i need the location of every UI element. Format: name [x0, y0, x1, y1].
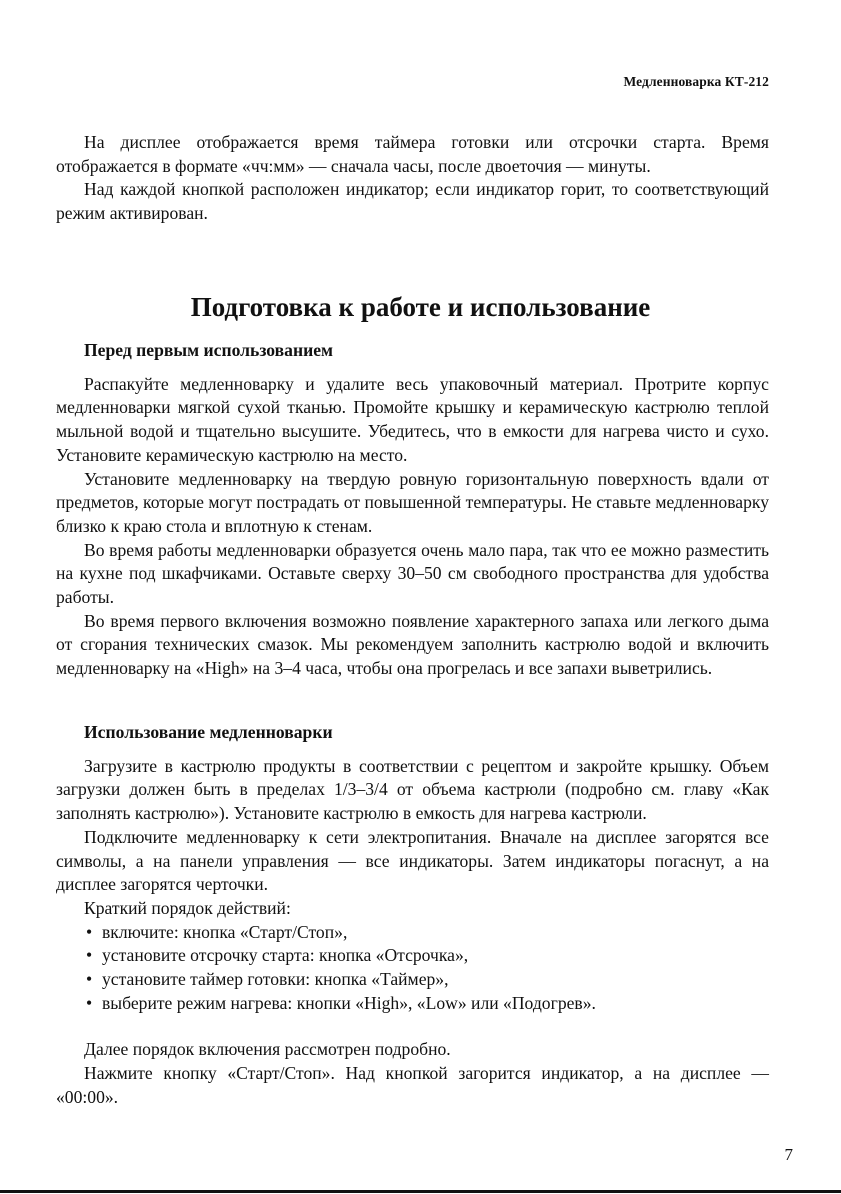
paragraph: Нажмите кнопку «Старт/Стоп». Над кнопкой загорится индикатор, а на дисплее — «00:00».	[56, 1063, 769, 1107]
list-item: • выберите режим нагрева: кнопки «High», «Low» или «Подогрев».	[84, 992, 769, 1016]
paragraph: Распакуйте медленноварку и удалите весь упаковочный материал. Протрите корпус медленноварки мягкой сухой тканью. Промойте крышку и керамическую кастрюлю теплой мыльной водой и тщательно высушите. Убедитесь, что в емкости для нагрева чисто и сухо. Установите керамическую кастрюлю на место.	[56, 373, 769, 465]
paragraph: На дисплее отображается время таймера готовки или отсрочки старта. Время отображается в формате «чч:мм» — сначала часы, после двоеточия — минуты.	[56, 132, 769, 176]
subsection-before-first-use	[56, 339, 769, 681]
paragraph: Далее порядок включения рассмотрен подробно.	[84, 1039, 451, 1060]
list-item: • включите: кнопка «Старт/Стоп»,	[84, 921, 769, 945]
section-title: Подготовка к работе и использование	[190, 292, 651, 322]
list-item: • установите отсрочку старта: кнопка «Отсрочка»,	[84, 944, 769, 968]
bullet-list	[56, 921, 769, 1016]
subsection-title: Использование медленноварки	[84, 722, 333, 742]
paragraph: Над каждой кнопкой расположен индикатор; если индикатор горит, то соответствующий режим активирован.	[56, 179, 769, 224]
paragraph: Установите медленноварку на твердую ровную горизонтальную поверхность вдали от предметов, которые могут пострадать от повышенной температуры. Не ставьте медленноварку близко к краю стола и вплотную к стенам.	[56, 468, 769, 536]
paragraph: Краткий порядок действий:	[84, 897, 291, 918]
paragraph: Во время первого включения возможно появление характерного запаха или легкого дыма от сгорания технических смазок. Мы рекомендуем заполнить кастрюлю водой и включить медленноварку на «High» на 3–4 часа, чтобы она прогрелась и все запахи выветрились.	[56, 610, 769, 679]
running-header: Медленноварка КТ-212	[623, 74, 769, 89]
page-number: 7	[784, 1145, 793, 1164]
intro-text	[56, 131, 769, 226]
paragraph: Загрузите в кастрюлю продукты в соответствии с рецептом и закройте крышку. Объем загрузки должен быть в пределах 1/3–3/4 от объема кастрюли (подробно см. главу «Как заполнять кастрюлю»). Установите кастрюлю в емкость для нагрева кастрюли.	[56, 755, 769, 824]
list-item: • установите таймер готовки: кнопка «Таймер»,	[84, 968, 769, 992]
subsection-usage	[56, 721, 769, 1110]
paragraph: Во время работы медленноварки образуется очень мало пара, так что ее можно разместить на кухне под шкафчиками. Оставьте сверху 30–50 см свободного пространства для удобства работы.	[56, 539, 769, 608]
bottom-border	[0, 1190, 841, 1193]
paragraph: Подключите медленноварку к сети электропитания. Вначале на дисплее загорятся все символы, а на панели управления — все индикаторы. Затем индикаторы погаснут, а на дисплее загорятся черточки.	[56, 826, 769, 895]
subsection-title: Перед первым использованием	[84, 340, 334, 360]
